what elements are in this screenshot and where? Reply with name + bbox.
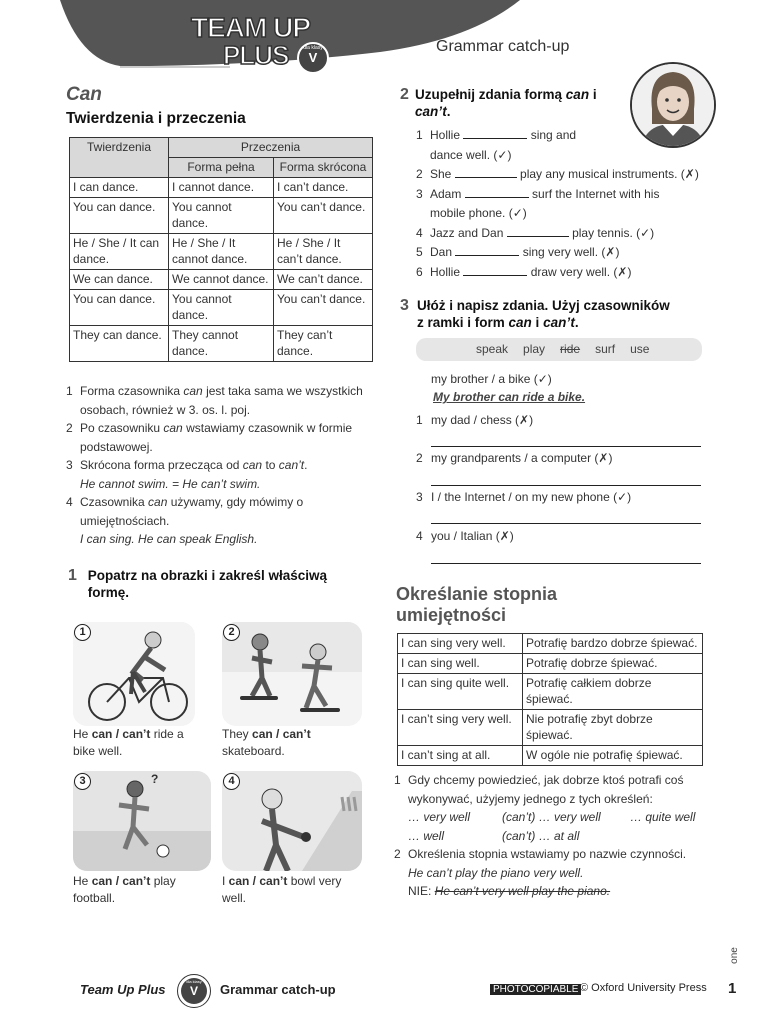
table-row: He / She / It can dance. He / She / It cannot dance. He / She / It can’t dance. (70, 234, 373, 270)
table-row: I can sing very well. Potrafię bardzo dobrze śpiewać. (398, 634, 703, 654)
caption-3: He can / can’t play football. (73, 874, 176, 905)
answer-line[interactable] (431, 562, 701, 564)
answer-options[interactable]: can / can’t (228, 874, 288, 888)
list-item: 4 Jazz and Dan play tennis. (✓) (416, 225, 655, 240)
word-speak: speak (476, 342, 509, 356)
picture-football (73, 771, 211, 871)
picture-number-3: 3 (74, 773, 91, 790)
picture-skateboarders (222, 622, 362, 726)
badge-v: dla klasy V (297, 42, 329, 74)
page-number: 1 (728, 980, 737, 997)
picture-bowling (222, 771, 362, 871)
footer-book-title: Team Up Plus (80, 982, 166, 997)
answer-blank[interactable] (463, 263, 527, 276)
answer-blank[interactable] (463, 126, 527, 139)
list-item: 5 Dan sing very well. (✗) (416, 245, 620, 259)
caption-2: They can / can’t skateboard. (222, 727, 311, 758)
example-prompt: my brother / a bike (✓) (431, 372, 552, 386)
footer-section: Grammar catch-up (220, 982, 336, 997)
answer-blank[interactable] (465, 185, 529, 198)
header-twierdzenia: Twierdzenia (70, 138, 169, 178)
answer-options[interactable]: can / can’t (252, 727, 311, 741)
list-item-continued: dance well. (✓) (430, 147, 512, 162)
table-row: You can dance. You cannot dance. You can’t dance. (70, 198, 373, 234)
example-answer: My brother can ride a bike. (433, 390, 586, 404)
page-word: one (728, 947, 740, 964)
ability-degree-table (397, 633, 703, 766)
note-4: 4 Czasownika can używamy, gdy mówimy o umiejętnościach. I can sing. He can speak English. (66, 495, 304, 546)
team-up-plus-logo: TEAM UP PLUS dla klasy V (185, 10, 335, 80)
footer-badge: dla klasy V (177, 974, 211, 1008)
word-surf: surf (595, 342, 616, 356)
picture-number-4: 4 (223, 773, 240, 790)
table-row: I can’t sing very well. Nie potrafię zbyt dobrze śpiewać. (398, 710, 703, 746)
picture-cyclist (73, 622, 195, 726)
table-row: I can dance. I cannot dance. I can’t dance. (70, 178, 373, 198)
ex3-item-2: 2 my grandparents / a computer (✗) (416, 451, 613, 465)
table-row: They can dance. They cannot dance. They can’t dance. (70, 326, 373, 362)
answer-blank[interactable] (507, 224, 569, 237)
grammar-topic-title: Can (66, 84, 102, 105)
header-przeczenia: Przeczenia (169, 138, 373, 158)
section-2-title: Określanie stopnia umiejętności (396, 584, 558, 625)
answer-line[interactable] (431, 445, 701, 447)
exercise-3-heading: 3 Ułóż i napisz zdania. Użyj czasowników z ramki i form can i can’t. (400, 297, 670, 330)
grammar-notes (66, 382, 366, 549)
list-item: 6 Hollie draw very well. (✗) (416, 264, 632, 279)
exercise-2-list (416, 126, 716, 282)
exercise-1-heading: 1 Popatrz na obrazki i zakreśl właściwą formę. (68, 567, 328, 600)
word-play: play (523, 342, 546, 356)
publisher: © Oxford University Press (580, 982, 707, 994)
answer-options[interactable]: can / can’t (91, 727, 151, 741)
answer-options[interactable]: can / can’t (91, 874, 151, 888)
caption-1: He can / can’t ride a bike well. (73, 727, 184, 758)
note-3: 3 Skrócona forma przecząca od can to can’t. He cannot swim. = He can’t swim. (66, 458, 308, 491)
ex3-item-4: 4 you / Italian (✗) (416, 529, 514, 543)
table-row: We can dance. We cannot dance. We can’t dance. (70, 270, 373, 290)
table-row: You can dance. You cannot dance. You can’t dance. (70, 290, 373, 326)
list-item: 2 She play any musical instruments. (✗) (416, 167, 699, 181)
exercise-2-heading: 2 Uzupełnij zdania formą can i can’t. (400, 86, 597, 119)
svg-text:?: ? (151, 772, 159, 786)
subtitle: Twierdzenia i przeczenia (66, 110, 246, 127)
answer-line[interactable] (431, 484, 701, 486)
note-2: 2 Po czasowniku can wstawiamy czasownik w formie podstawowej. (66, 421, 353, 454)
table-row: I can sing quite well. Potrafię całkiem dobrze śpiewać. (398, 674, 703, 710)
caption-4: I can / can’t bowl very well. (222, 874, 342, 905)
can-forms-table (69, 137, 373, 362)
note-1: 1 Forma czasownika can jest taka sama we wszystkich osobach, również w 3. os. l. poj. (66, 384, 363, 417)
list-item-continued: mobile phone. (✓) (430, 206, 527, 220)
header-forma-pelna: Forma pełna (169, 158, 274, 178)
table-row: I can sing well. Potrafię dobrze śpiewać. (398, 654, 703, 674)
header-forma-skrocona: Forma skrócona (274, 158, 373, 178)
word-use: use (630, 342, 650, 356)
answer-line[interactable] (431, 522, 701, 524)
photocopiable-label: PHOTOCOPIABLE (490, 984, 581, 995)
picture-number-2: 2 (223, 624, 240, 641)
answer-blank[interactable] (455, 165, 517, 178)
section-title: Grammar catch-up (436, 38, 570, 55)
picture-number-1: 1 (74, 624, 91, 641)
ex3-item-3: 3 I / the Internet / on my new phone (✓) (416, 490, 632, 504)
table-row: I can’t sing at all. W ogóle nie potrafię śpiewać. (398, 746, 703, 766)
list-item: 3 Adam surf the Internet with his (416, 186, 660, 201)
answer-blank[interactable] (455, 243, 519, 256)
word-box (416, 338, 702, 361)
list-item: 1 Hollie sing and (416, 128, 577, 142)
word-ride: ride (560, 342, 581, 356)
ex3-item-1: 1 my dad / chess (✗) (416, 413, 534, 427)
degree-notes: 1 Gdy chcemy powiedzieć, jak dobrze ktoś potrafi coś wykonywać, użyjemy jednego z tych określeń: … very well (can’t) … very well … quite well … well (can’t) … at all 2 Określenia stopnia wstawiamy po nazwie czynności. He can’t play the piano very well. NIE: He can’t very well play the piano. (394, 773, 696, 898)
